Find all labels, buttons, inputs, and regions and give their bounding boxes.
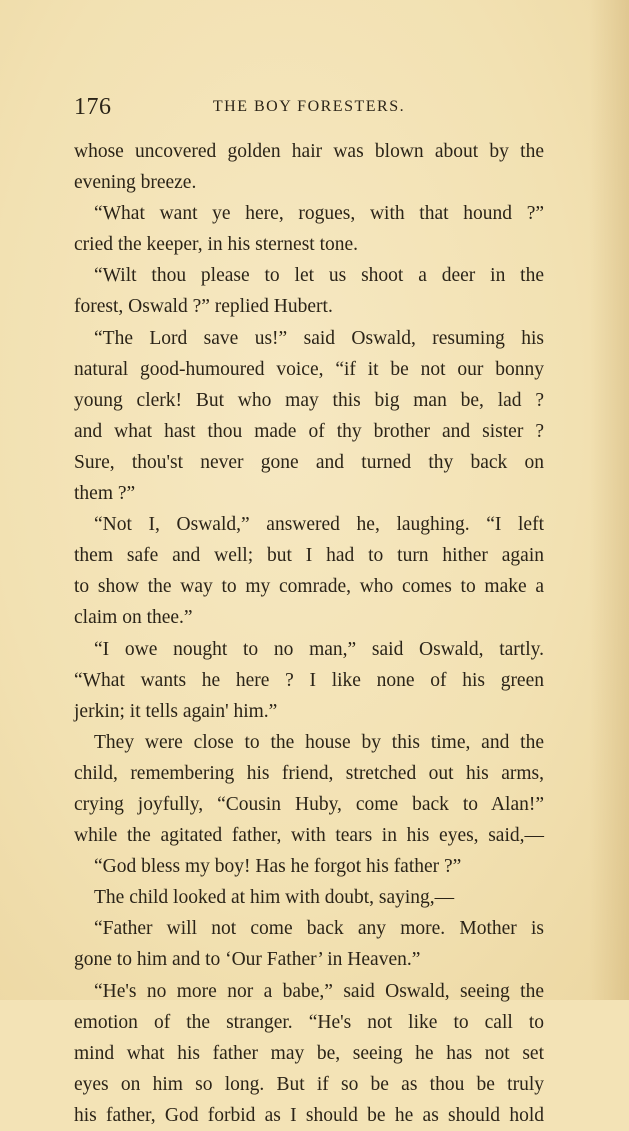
text-line: The child looked at him with doubt, saying,— <box>94 887 455 909</box>
text-line: “I owe nought to no man,” said Oswald, tartly. <box>94 638 544 660</box>
text-line: to show the way to my comrade, who comes to make a <box>74 576 544 598</box>
page-header <box>74 94 544 124</box>
text-line: evening breeze. <box>74 172 197 194</box>
text-line: crying joyfully, “Cousin Huby, come back to Alan!” <box>74 793 544 815</box>
text-line: his father, God forbid as I should be he as should hold <box>74 1104 544 1126</box>
text-line: “What want ye here, rogues, with that hound ?” <box>94 203 544 225</box>
text-line: them safe and well; but I had to turn hither again <box>74 545 544 567</box>
text-line: eyes on him so long. But if so be as thou be truly <box>74 1073 544 1095</box>
text-line: emotion of the stranger. “He's not like to call to <box>74 1011 544 1033</box>
text-line: natural good-humoured voice, “if it be not our bonny <box>74 358 544 380</box>
text-line: “God bless my boy! Has he forgot his father ?” <box>94 856 462 878</box>
text-line: them ?” <box>74 483 136 505</box>
text-line: gone to him and to ‘Our Father’ in Heaven.” <box>74 949 421 971</box>
text-line: child, remembering his friend, stretched out his arms, <box>74 762 544 784</box>
text-line: Sure, thou'st never gone and turned thy back on <box>74 451 544 473</box>
text-line: whose uncovered golden hair was blown about by the <box>74 141 544 162</box>
text-line: young clerk! But who may this big man be, lad ? <box>74 389 544 411</box>
running-title: THE BOY FORESTERS. <box>212 98 406 115</box>
text-line: while the agitated father, with tears in his eyes, said,— <box>74 825 544 847</box>
text-line: “Wilt thou please to let us shoot a deer in the <box>94 265 544 287</box>
text-line: jerkin; it tells again' him.” <box>74 700 278 722</box>
body-text <box>74 136 544 1131</box>
text-line: “He's no more nor a babe,” said Oswald, seeing the <box>94 980 544 1002</box>
text-line: mind what his father may be, seeing he has not set <box>74 1042 544 1064</box>
text-line: cried the keeper, in his sternest tone. <box>74 234 359 256</box>
text-line: claim on thee.” <box>74 607 193 629</box>
page-number: 176 <box>74 94 112 120</box>
text-line: forest, Oswald ?” replied Hubert. <box>74 296 333 318</box>
text-line: “What wants he here ? I like none of his green <box>74 669 544 691</box>
text-line: “Not I, Oswald,” answered he, laughing. “I left <box>94 514 544 536</box>
text-line: “Father will not come back any more. Mother is <box>94 918 544 940</box>
text-line: and what hast thou made of thy brother and sister ? <box>74 420 544 442</box>
text-line: “The Lord save us!” said Oswald, resuming his <box>94 327 544 349</box>
text-line: They were close to the house by this time, and the <box>94 731 544 753</box>
